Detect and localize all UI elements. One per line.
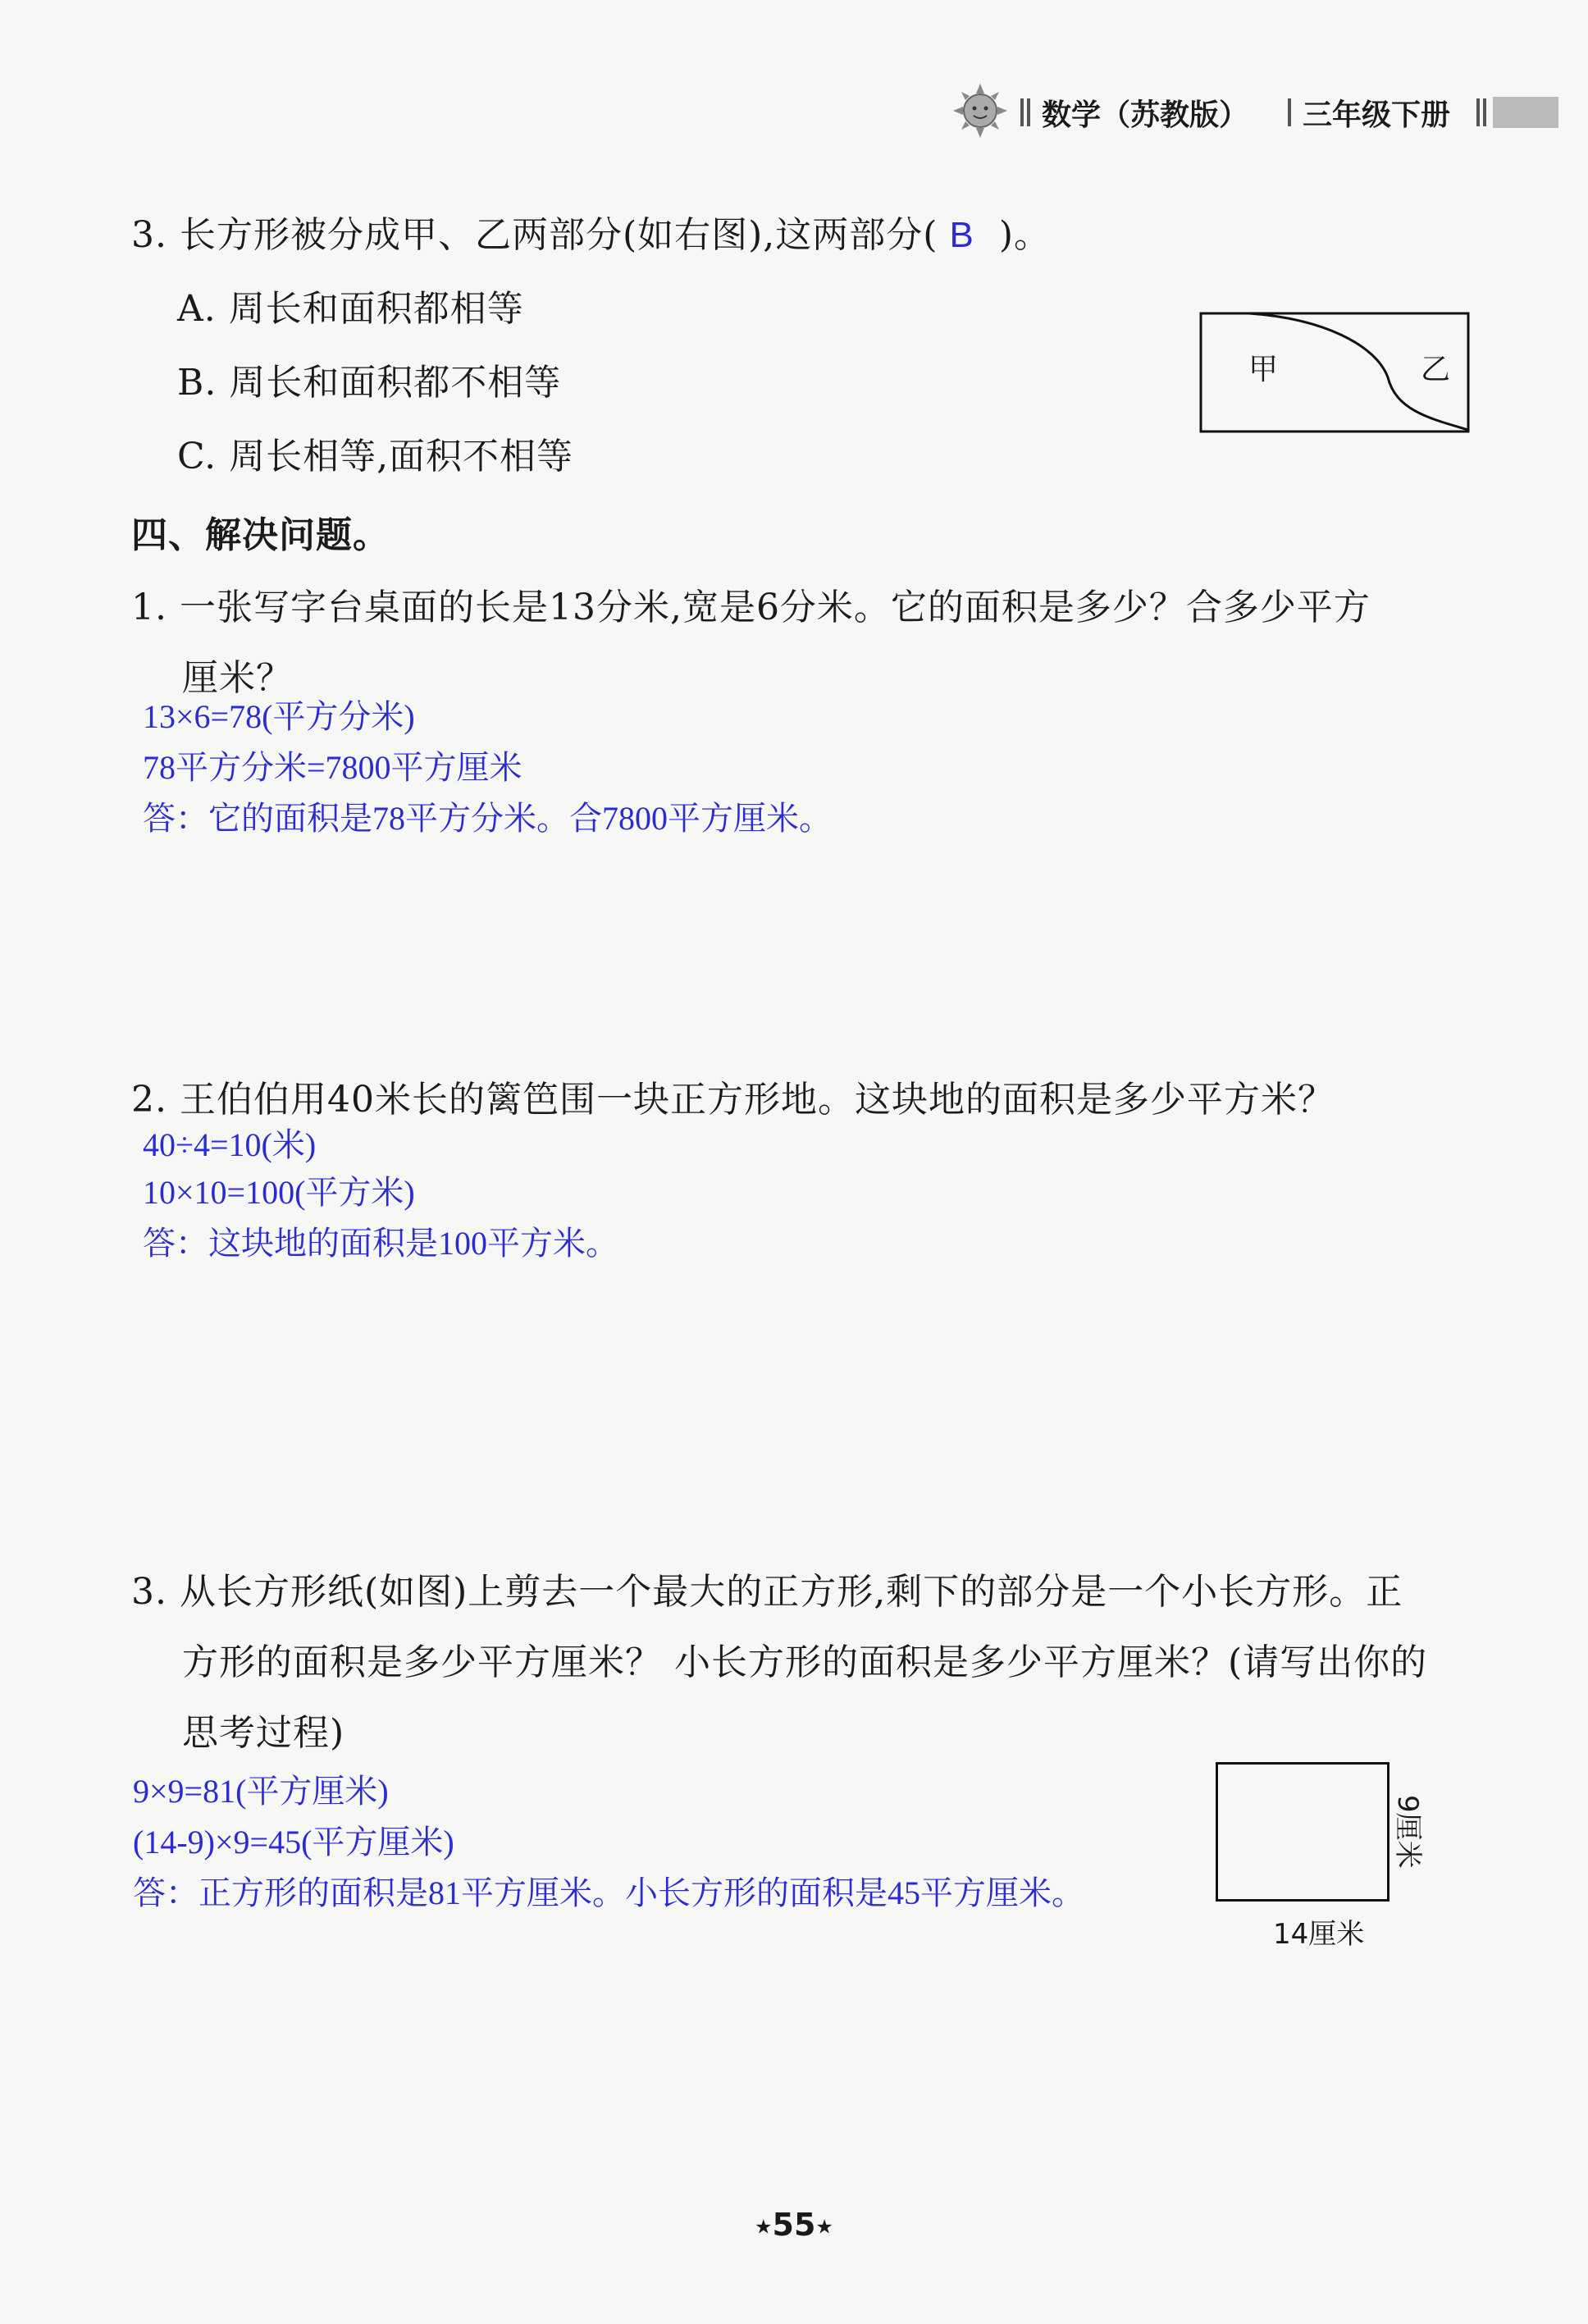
- header-divider: [1027, 98, 1030, 126]
- label-yi: 乙: [1421, 353, 1451, 386]
- problem1-answer-1: 13×6=78(平方分米): [143, 698, 415, 735]
- page-number-value: 55: [772, 2207, 816, 2243]
- choice-answer: B: [949, 215, 974, 255]
- page-number: [755, 2207, 833, 2243]
- problem1-answer-2: 78平方分米=7800平方厘米: [143, 749, 522, 786]
- height-label: 9厘米: [1391, 1795, 1424, 1869]
- star-icon: ★: [755, 2215, 773, 2239]
- rectangle-shape: [1216, 1762, 1390, 1902]
- problem3-line2: 方形的面积是多少平方厘米？ 小长方形的面积是多少平方厘米？(请写出你的: [182, 1641, 1428, 1683]
- problem3-line3: 思考过程): [182, 1712, 345, 1754]
- problem1-answer-3: 答：它的面积是78平方分米。合7800平方厘米。: [143, 800, 832, 837]
- problem3-answer-3: 答：正方形的面积是81平方厘米。小长方形的面积是45平方厘米。: [133, 1874, 1084, 1911]
- header-subject: 数学（苏教版）: [1042, 98, 1249, 132]
- problem2-answer-3: 答：这块地的面积是100平方米。: [143, 1225, 618, 1262]
- star-icon: ★: [815, 2215, 833, 2239]
- problem3-answer-2: (14-9)×9=45(平方厘米): [133, 1824, 454, 1861]
- choice-question: [131, 205, 1051, 258]
- page-header: [951, 82, 1558, 139]
- problem3-answer-1: 9×9=81(平方厘米): [133, 1773, 389, 1810]
- problem1-line2: 厘米？: [182, 657, 293, 699]
- choice-stem-after: )。: [998, 214, 1051, 256]
- split-rectangle-figure: [1199, 312, 1470, 433]
- problem1-line1: 1. 一张写字台桌面的长是13分米,宽是6分米。它的面积是多少？合多少平方: [131, 587, 1371, 628]
- sun-logo-icon: [951, 82, 1009, 139]
- header-divider: [1020, 98, 1024, 126]
- choice-option-c: C. 周长相等,面积不相等: [177, 436, 574, 477]
- label-jia: 甲: [1248, 353, 1279, 386]
- header-divider: [1483, 98, 1486, 126]
- width-label: 14厘米: [1273, 1918, 1365, 1951]
- problem2-answer-2: 10×10=100(平方米): [143, 1174, 415, 1211]
- section-heading: 四、解决问题。: [131, 514, 390, 556]
- rectangle-14x9-figure: [1216, 1762, 1478, 1959]
- problem2-line1: 2. 王伯伯用40米长的篱笆围一块正方形地。这块地的面积是多少平方米？: [131, 1079, 1335, 1121]
- header-grade: 三年级下册: [1303, 98, 1451, 132]
- header-divider: [1288, 98, 1291, 126]
- choice-option-b: B. 周长和面积都不相等: [177, 362, 562, 404]
- header-gray-band: [1493, 97, 1558, 128]
- choice-stem-before: 3. 长方形被分成甲、乙两部分(如右图),这两部分(: [131, 214, 938, 256]
- header-divider: [1476, 98, 1480, 126]
- choice-option-a: A. 周长和面积都相等: [177, 288, 524, 330]
- problem2-answer-1: 40÷4=10(米): [143, 1126, 317, 1163]
- problem3-line1: 3. 从长方形纸(如图)上剪去一个最大的正方形,剩下的部分是一个小长方形。正: [131, 1571, 1403, 1613]
